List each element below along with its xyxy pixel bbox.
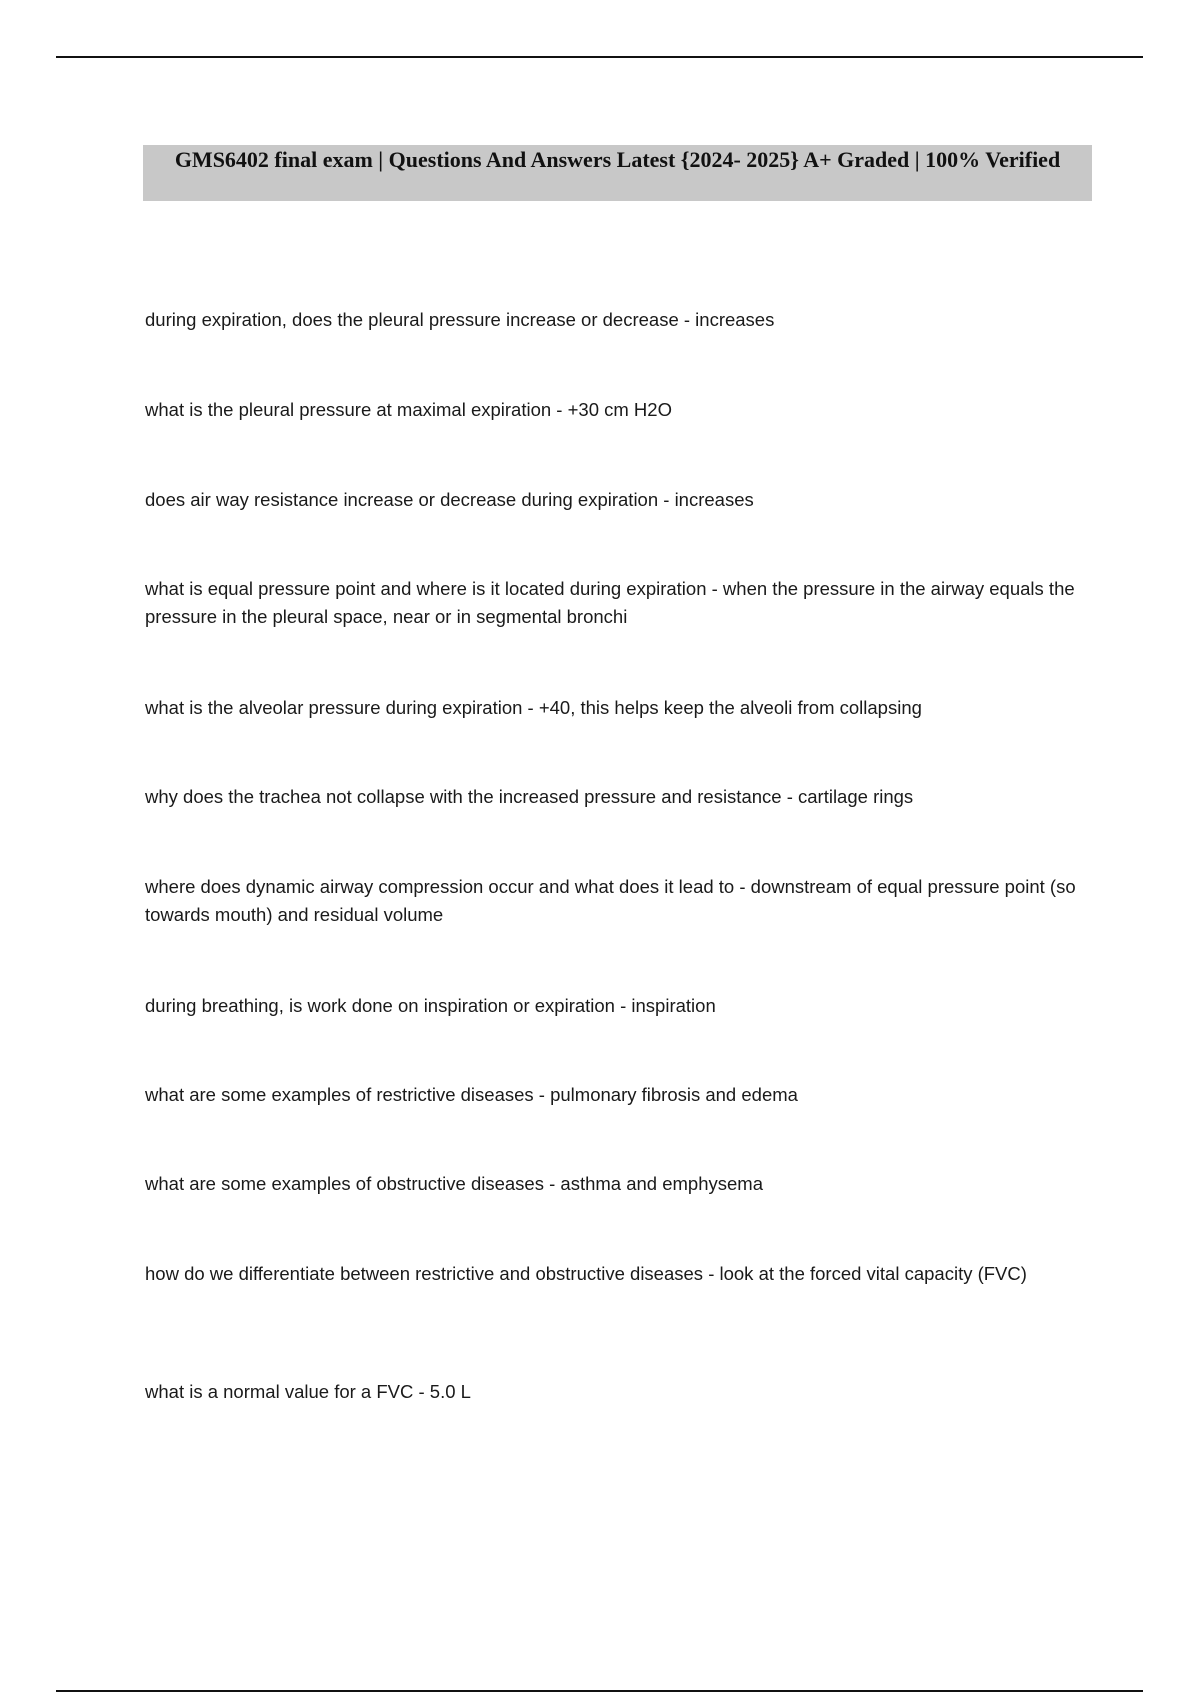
qa-item: does air way resistance increase or decrease during expiration - increases xyxy=(145,489,754,510)
qa-item: during breathing, is work done on inspiration or expiration - inspiration xyxy=(145,995,716,1016)
qa-item: why does the trachea not collapse with the increased pressure and resistance - cartilage rings xyxy=(145,786,914,807)
qa-item: what are some examples of restrictive diseases - pulmonary fibrosis and edema xyxy=(145,1084,798,1105)
qa-item: where does dynamic airway compression occur and what does it lead to - downstream of equal pressure point (so towards mouth) and residual volume xyxy=(145,876,1076,925)
qa-item: what are some examples of obstructive diseases - asthma and emphysema xyxy=(145,1173,763,1194)
qa-item: during expiration, does the pleural pressure increase or decrease - increases xyxy=(145,309,775,330)
qa-item: how do we differentiate between restrictive and obstructive diseases - look at the forced vital capacity (FVC) xyxy=(145,1263,1027,1284)
qa-item: what is equal pressure point and where is it located during expiration - when the pressure in the airway equals the pressure in the pleural space, near or in segmental bronchi xyxy=(145,578,1075,627)
qa-item: what is a normal value for a FVC - 5.0 L xyxy=(145,1381,471,1402)
document-title: GMS6402 final exam | Questions And Answers Latest {2024- 2025} A+ Graded | 100% Verified xyxy=(143,145,1092,201)
qa-item: what is the pleural pressure at maximal expiration - +30 cm H2O xyxy=(145,399,672,420)
qa-item: what is the alveolar pressure during expiration - +40, this helps keep the alveoli from collapsing xyxy=(145,697,922,718)
bottom-rule xyxy=(56,1690,1143,1692)
